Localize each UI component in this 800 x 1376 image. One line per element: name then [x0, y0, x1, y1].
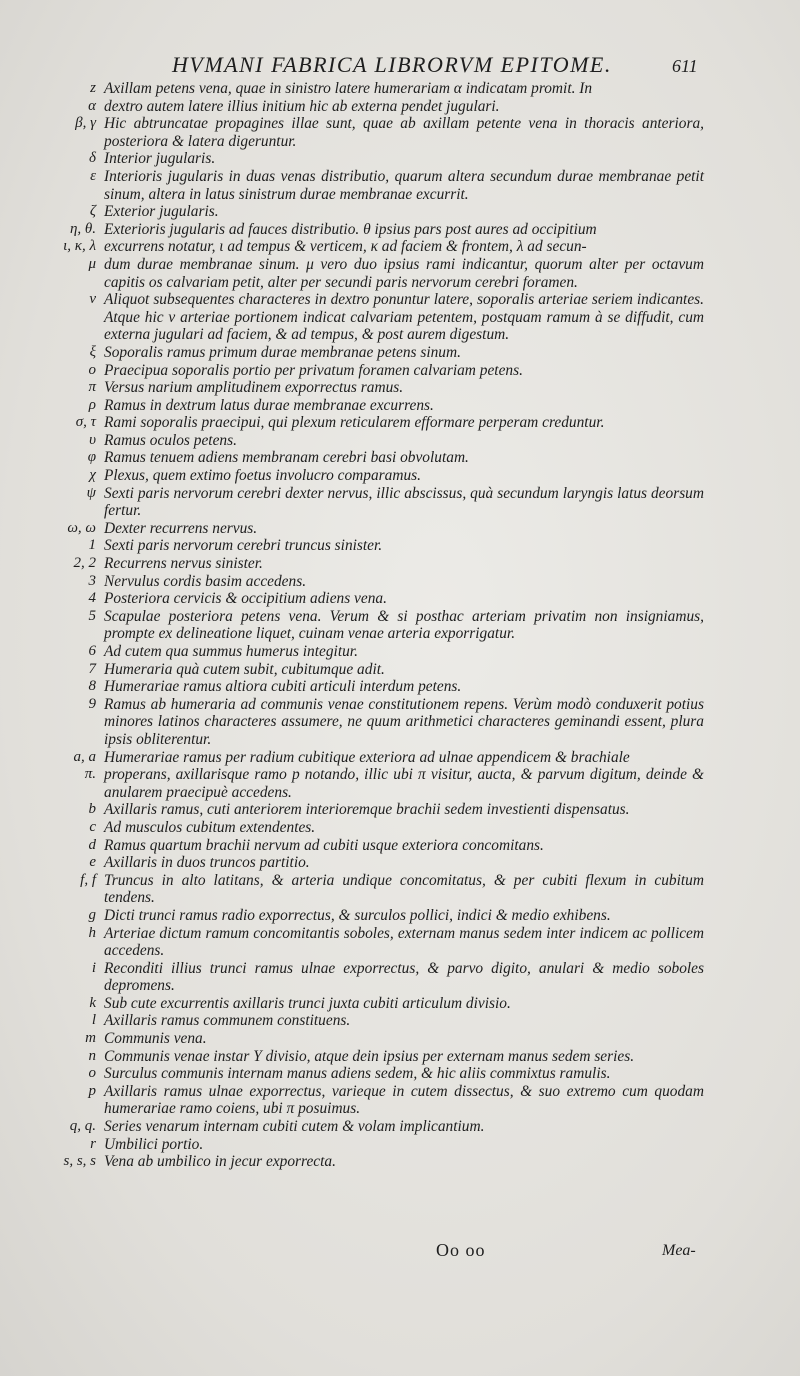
entry-key: χ — [89, 467, 96, 484]
entry-key: k — [89, 994, 96, 1011]
entry-text: Hic abtruncatae propagines illae sunt, quae ab axillam petente vena in thoracis anteriora, posteriora & latera digeruntur. — [104, 115, 704, 150]
legend-entry — [0, 414, 800, 432]
legend-entry — [0, 397, 800, 415]
entry-text: Posteriora cervicis & occipitium adiens vena. — [104, 590, 387, 608]
entry-text: Ramus ab humeraria ad communis venae constitutionem repens. Verùm modò conduxerit potius minores latinos characteres assumere, ne quum arithmetici characteres geminandi essent, plura ipsis obliterentur. — [104, 695, 704, 748]
entry-key: b — [88, 801, 96, 818]
legend-entry — [0, 766, 800, 801]
legend-entry — [0, 1153, 800, 1171]
legend-entry — [0, 837, 800, 855]
entry-text: Ramus in dextrum latus durae membranae excurrens. — [104, 396, 434, 414]
entry-text: Ramus tenuem adiens membranam cerebri basi obvolutam. — [104, 449, 469, 467]
entry-text: Nervulus cordis basim accedens. — [104, 572, 307, 590]
entry-key: φ — [87, 449, 96, 466]
entry-text: Vena ab umbilico in jecur exporrecta. — [104, 1153, 336, 1171]
legend-entry — [0, 590, 800, 608]
entry-text: Humeraria quà cutem subit, cubitumque adit. — [104, 660, 385, 678]
legend-entry — [0, 960, 800, 995]
legend-entry — [0, 168, 800, 203]
legend-entries — [0, 80, 800, 1171]
entry-key: ι, κ, λ — [63, 238, 96, 255]
legend-entry — [0, 344, 800, 362]
entry-text: Axillaris ramus communem constituens. — [104, 1012, 351, 1030]
legend-entry — [0, 432, 800, 450]
entry-key: 6 — [88, 643, 96, 659]
entry-key: m — [85, 1030, 96, 1047]
entry-key: δ — [89, 150, 96, 167]
entry-text: Umbilici portio. — [104, 1135, 204, 1153]
entry-text: Surculus communis internam manus adiens sedem, & hic aliis commixtus ramulis. — [104, 1065, 611, 1083]
entry-text: Humerariae ramus altiora cubiti articuli interdum petens. — [104, 678, 462, 696]
legend-entry — [0, 362, 800, 380]
entry-text: Interior jugularis. — [104, 150, 216, 168]
entry-key: α — [88, 97, 96, 114]
entry-key: ω, ω — [67, 519, 96, 536]
entry-key: d — [88, 836, 96, 853]
entry-key: r — [90, 1135, 96, 1152]
legend-entry — [0, 1065, 800, 1083]
catchword: Mea- — [662, 1242, 696, 1259]
entry-key: σ, τ — [75, 414, 96, 431]
entry-text: Communis venae instar Y divisio, atque dein ipsius per externam manus sedem series. — [104, 1047, 635, 1065]
entry-text: dum durae membranae sinum. μ vero duo ipsius rami indicantur, quorum alter per octavum capitis os calvariam petit, alter per secundi paris nervorum cerebri foramen. — [104, 255, 704, 291]
entry-key: s, s, s — [63, 1153, 96, 1170]
entry-key: p — [88, 1082, 96, 1099]
entry-text: Series venarum internam cubiti cutem & volam implicantium. — [104, 1118, 485, 1136]
legend-entry — [0, 1136, 800, 1154]
legend-entry — [0, 925, 800, 960]
entry-text: Rami soporalis praecipui, qui plexum reticularem efformare perperam creduntur. — [104, 414, 605, 432]
legend-entry — [0, 555, 800, 573]
entry-text: Plexus, quem extimo foetus involucro comparamus. — [104, 467, 422, 485]
entry-key: o — [88, 1065, 96, 1082]
entry-key: π — [88, 379, 96, 396]
legend-entry — [0, 520, 800, 538]
entry-text: Ramus quartum brachii nervum ad cubiti usque exteriora concomitans. — [104, 836, 544, 854]
entry-key: a, a — [73, 748, 96, 765]
entry-text: Communis vena. — [104, 1030, 207, 1048]
entry-key: β, γ — [75, 115, 96, 132]
entry-text: Recurrens nervus sinister. — [104, 555, 263, 573]
legend-entry — [0, 801, 800, 819]
entry-text: Interioris jugularis in duas venas distributio, quarum altera secundum durae membranae petit sinum, altera in latus sinistrum durae membranae excurrit. — [104, 167, 704, 203]
running-title: HVMANI FABRICA LIBRORVM EPITOME. — [172, 52, 612, 77]
entry-key: ρ — [88, 396, 96, 413]
entry-key: e — [89, 854, 96, 871]
legend-entry — [0, 1048, 800, 1066]
entry-key: ο — [88, 361, 96, 378]
legend-entry — [0, 238, 800, 256]
entry-key: q, q. — [69, 1118, 96, 1135]
legend-entry — [0, 291, 800, 344]
legend-entry — [0, 150, 800, 168]
legend-entry — [0, 80, 800, 98]
entry-key: z — [90, 80, 96, 96]
entry-key: 7 — [88, 660, 96, 677]
entry-text: Sexti paris nervorum cerebri truncus sinister. — [104, 537, 383, 555]
entry-text: Axillaris ramus ulnae exporrectus, varieque in cutem dissectus, & suo extremo cum quodam humerariae ramo coiens, ubi π posuimus. — [104, 1082, 704, 1118]
entry-key: ν — [89, 291, 96, 308]
entry-text: Ad cutem qua summus humerus integitur. — [104, 643, 358, 660]
legend-entry — [0, 854, 800, 872]
entry-text: Reconditi illius trunci ramus ulnae exporrectus, & parvo digito, anulari & medio soboles depromens. — [104, 959, 704, 995]
entry-text: Humerariae ramus per radium cubitique exteriora ad ulnae appendicem & brachiale — [104, 748, 630, 766]
legend-entry — [0, 696, 800, 749]
entry-key: 4 — [88, 590, 96, 607]
entry-key: π. — [84, 766, 96, 783]
entry-key: h — [88, 924, 96, 941]
entry-text: Axillaris ramus, cuti anteriorem interioremque brachii sedem investienti dispensatus. — [104, 801, 630, 819]
legend-entry — [0, 573, 800, 591]
entry-text: properans, axillarisque ramo p notando, illic ubi π visitur, aucta, & parvum digitum, deinde & anularem praecipuè accedens. — [104, 766, 704, 801]
entry-text: Ad musculos cubitum extendentes. — [104, 818, 316, 836]
page-header — [0, 52, 800, 82]
legend-entry — [0, 819, 800, 837]
entry-text: dextro autem latere illius initium hic ab externa pendet jugulari. — [104, 97, 500, 115]
entry-text: Truncus in alto latitans, & arteria undique concomitatus, & per cubiti flexum in cubitum tendens. — [104, 871, 704, 907]
entry-key: η, θ. — [69, 220, 96, 237]
legend-entry — [0, 1118, 800, 1136]
legend-entry — [0, 98, 800, 116]
legend-entry — [0, 1030, 800, 1048]
entry-text: Exterioris jugularis ad fauces distributio. θ ipsius pars post aures ad occipitium — [104, 220, 597, 238]
entry-key: c — [89, 818, 96, 835]
entry-text: Scapulae posteriora petens vena. Verum & si posthac arteriam privatim non insigniamus, prompte ex delineatione liquet, cuinam venae arteria exporrigatur. — [104, 607, 704, 643]
entry-text: Arteriae dictum ramum concomitantis soboles, externam manus sedem inter indicem ac pollicem accedens. — [104, 924, 704, 960]
entry-key: g — [88, 906, 96, 923]
legend-entry — [0, 537, 800, 555]
entry-key: 9 — [88, 695, 96, 712]
entry-text: Sub cute excurrentis axillaris trunci juxta cubiti articulum divisio. — [104, 994, 511, 1012]
entry-key: ψ — [86, 484, 96, 501]
entry-text: Aliquot subsequentes characteres in dextro ponuntur latere, soporalis arteriae seriem indicantes. Atque hic ν arteriae portionem indicat calvariam petentem, postquam ramum à se diffudit, cum externa jugulari ad faciem, & ad tempus, & post aurem digestum. — [104, 291, 704, 344]
entry-key: i — [91, 959, 96, 976]
legend-entry — [0, 995, 800, 1013]
legend-entry — [0, 256, 800, 291]
legend-entry — [0, 115, 800, 150]
legend-entry — [0, 485, 800, 520]
entry-key: n — [88, 1047, 96, 1064]
entry-text: Axillam petens vena, quae in sinistro latere humerariam α indicatam promit. In — [104, 80, 593, 97]
entry-text: Ramus oculos petens. — [104, 431, 237, 449]
signature-mark: Oo oo — [436, 1240, 486, 1260]
entry-key: 8 — [88, 678, 96, 695]
entry-key: 5 — [88, 607, 96, 624]
entry-key: ε — [90, 167, 96, 184]
legend-entry — [0, 907, 800, 925]
legend-entry — [0, 643, 800, 661]
legend-entry — [0, 1083, 800, 1118]
legend-entry — [0, 1012, 800, 1030]
entry-key: 3 — [88, 572, 96, 589]
legend-entry — [0, 221, 800, 239]
entry-key: f, f — [80, 871, 96, 888]
legend-entry — [0, 872, 800, 907]
page-number: 611 — [672, 56, 698, 76]
entry-text: Soporalis ramus primum durae membranae petens sinum. — [104, 343, 461, 361]
legend-entry — [0, 449, 800, 467]
legend-entry — [0, 203, 800, 221]
entry-text: Praecipua soporalis portio per privatum foramen calvariam petens. — [104, 361, 523, 379]
legend-entry — [0, 661, 800, 679]
entry-text: Axillaris in duos truncos partitio. — [104, 854, 310, 872]
entry-text: Sexti paris nervorum cerebri dexter nervus, illic abscissus, quà secundum laryngis latus deorsum fertur. — [104, 484, 704, 520]
legend-entry — [0, 379, 800, 397]
entry-key: l — [91, 1012, 96, 1029]
entry-key: ξ — [89, 343, 96, 360]
entry-key: 2, 2 — [73, 555, 96, 572]
page-footer — [0, 1240, 800, 1264]
legend-entry — [0, 608, 800, 643]
entry-text: Dexter recurrens nervus. — [104, 519, 258, 537]
legend-entry — [0, 678, 800, 696]
entry-text: Exterior jugularis. — [104, 203, 219, 221]
entry-text: Versus narium amplitudinem exporrectus ramus. — [104, 379, 404, 397]
entry-key: υ — [89, 431, 96, 448]
entry-key: ζ — [89, 203, 96, 220]
entry-text: Dicti trunci ramus radio exporrectus, & surculos pollici, indici & medio exhibens. — [104, 906, 611, 924]
legend-entry — [0, 749, 800, 767]
entry-text: excurrens notatur, ι ad tempus & verticem, κ ad faciem & frontem, λ ad secun- — [104, 238, 587, 256]
legend-entry — [0, 467, 800, 485]
entry-key: μ — [88, 255, 96, 272]
entry-key: 1 — [88, 537, 96, 554]
